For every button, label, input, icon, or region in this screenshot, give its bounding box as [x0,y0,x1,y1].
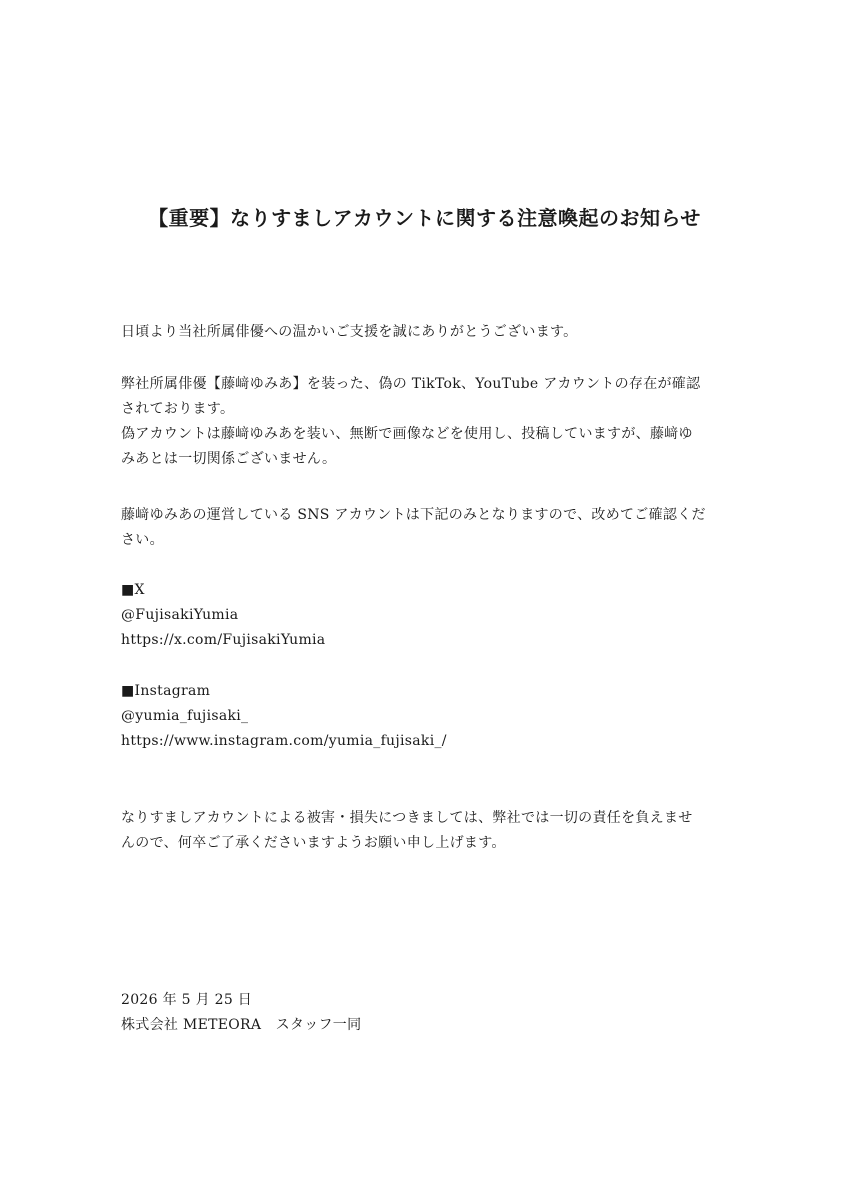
page-title: 【重要】なりすましアカウントに関する注意喚起のお知らせ [148,206,701,230]
instagram-url-link[interactable]: https://www.instagram.com/yumia_fujisaki_/ [121,733,447,749]
disclaimer-line-2: んので、何卒ご了承くださいますようお願い申し上げます。 [121,835,506,851]
x-handle: @FujisakiYumia [121,607,239,623]
x-url-link[interactable]: https://x.com/FujisakiYumia [121,632,326,648]
x-account-block [121,578,733,653]
notice-line-3: 偽アカウントは藤﨑ゆみあを装い、無断で画像などを使用し、投稿していますが、藤﨑ゆ [121,426,693,442]
greeting-line: 日頃より当社所属俳優への温かいご支援を誠にありがとうございます。 [121,324,578,340]
sns-intro-line-2: さい。 [121,532,164,548]
disclaimer-line-1: なりすましアカウントによる被害・損失につきましては、弊社では一切の責任を負えませ [121,810,693,826]
sns-intro-line-1: 藤﨑ゆみあの運営している SNS アカウントは下記のみとなりますので、改めてご確認くだ [121,507,706,523]
company-signature: 株式会社 METEORA スタッフ一同 [121,1017,362,1033]
greeting-paragraph [121,320,733,345]
impersonation-notice-paragraph [121,372,733,472]
instagram-heading: ■Instagram [121,683,211,699]
x-heading: ■X [121,582,145,598]
official-sns-intro-paragraph [121,503,733,553]
issue-date: 2026 年 5 月 25 日 [121,992,253,1008]
instagram-account-block [121,679,733,754]
notice-line-4: みあとは一切関係ございません。 [121,451,337,467]
footer-block [121,988,733,1038]
instagram-handle: @yumia_fujisaki_ [121,708,249,724]
notice-line-1: 弊社所属俳優【藤﨑ゆみあ】を装った、偽の TikTok、YouTube アカウントの存在が確認 [121,376,701,392]
disclaimer-paragraph [121,806,733,856]
notice-line-2: されております。 [121,401,235,417]
